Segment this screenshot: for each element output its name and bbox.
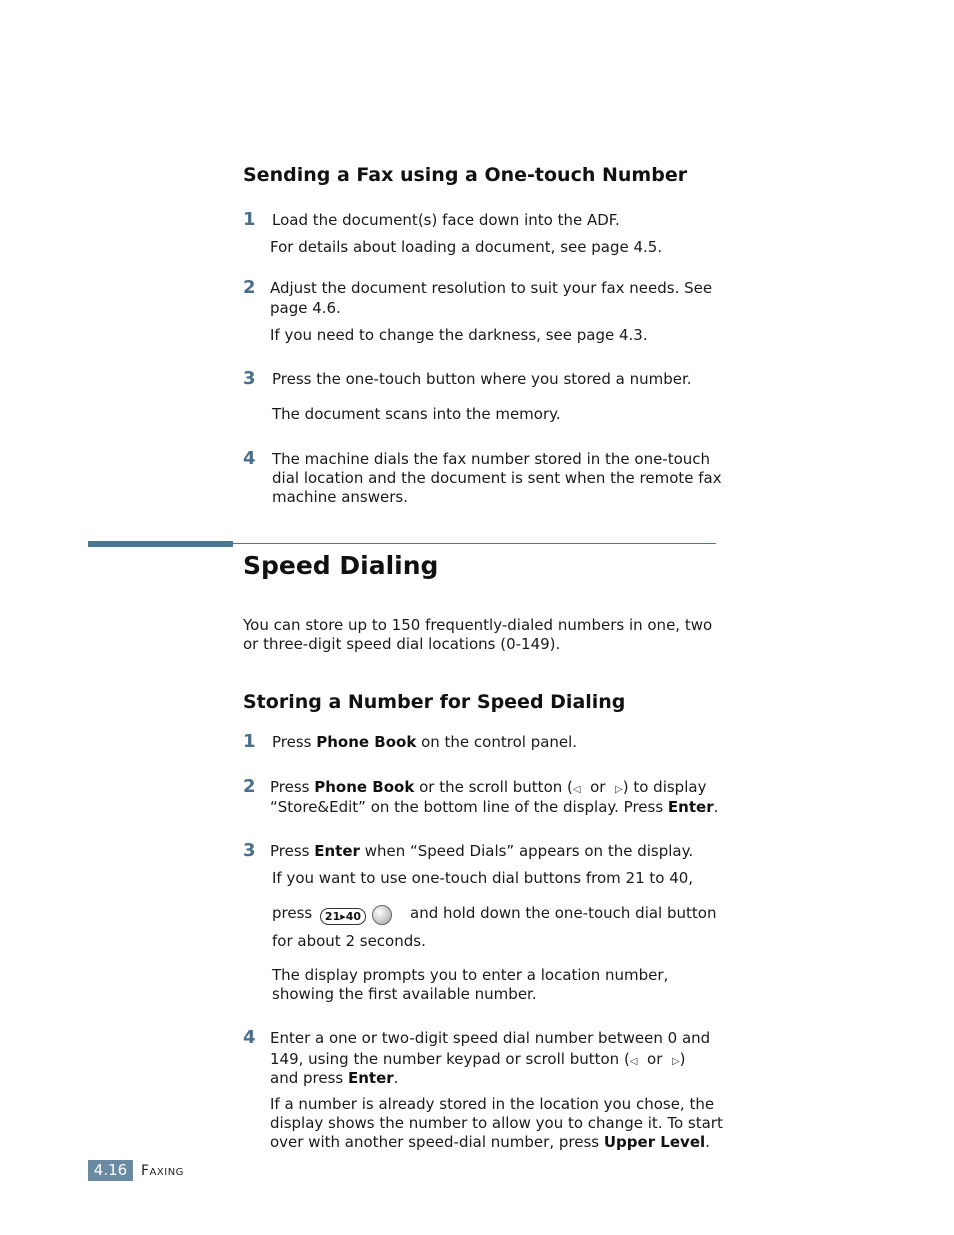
step-note: for about 2 seconds.	[272, 932, 426, 950]
intro-text: or three-digit speed dial locations (0-149).	[243, 635, 561, 653]
step-note: and hold down the one-touch dial button	[410, 904, 717, 922]
step-note: The document scans into the memory.	[272, 405, 561, 423]
step-note: display shows the number to allow you to change it. To start	[270, 1114, 723, 1132]
section-rule-thin	[233, 543, 716, 544]
step-number: 3	[243, 840, 256, 861]
step-text: Press Enter when “Speed Dials” appears on the display.	[270, 842, 694, 860]
step-note: If a number is already stored in the location you chose, the	[270, 1095, 715, 1113]
scroll-left-icon: ◁	[629, 1056, 638, 1067]
chapter-label: Faxing	[141, 1163, 184, 1179]
step-text: page 4.6.	[270, 299, 341, 317]
step-number: 4	[243, 1027, 256, 1048]
step-text: machine answers.	[272, 488, 408, 506]
step-note: showing the first available number.	[272, 985, 537, 1003]
step-note: For details about loading a document, see page 4.5.	[270, 238, 663, 256]
step-text: The machine dials the fax number stored in the one-touch	[272, 450, 711, 468]
step-text: dial location and the document is sent when the remote fax	[272, 469, 722, 487]
step-text: and press Enter.	[270, 1069, 399, 1087]
step-number: 1	[243, 209, 256, 230]
subsection-heading: Storing a Number for Speed Dialing	[243, 691, 626, 713]
step-number: 2	[243, 277, 256, 298]
step-note: The display prompts you to enter a location number,	[272, 966, 669, 984]
step-number: 1	[243, 731, 256, 752]
step-note: If you want to use one-touch dial buttons from 21 to 40,	[272, 869, 694, 887]
one-touch-button-icon	[372, 905, 392, 929]
section-rule-thick	[88, 541, 233, 547]
step-text: 149, using the number keypad or scroll button (◁ or ▷)	[270, 1050, 686, 1068]
step-note: over with another speed-dial number, press Upper Level.	[270, 1133, 710, 1151]
step-text: Load the document(s) face down into the ADF.	[272, 211, 620, 229]
scroll-right-icon: ▷	[671, 1056, 680, 1067]
intro-text: You can store up to 150 frequently-dialed numbers in one, two	[243, 616, 713, 634]
step-text: Adjust the document resolution to suit your fax needs. See	[270, 279, 713, 297]
page-number: 4.16	[88, 1160, 133, 1181]
range-badge: 21▸40	[320, 908, 366, 925]
scroll-right-icon: ▷	[615, 784, 623, 795]
step-text: Press the one-touch button where you stored a number.	[272, 370, 692, 388]
step-text: Press Phone Book on the control panel.	[272, 733, 578, 751]
section-heading: Sending a Fax using a One-touch Number	[243, 164, 688, 186]
step-text: Enter a one or two-digit speed dial number between 0 and	[270, 1029, 711, 1047]
step-number: 2	[243, 776, 256, 797]
step-number: 3	[243, 368, 256, 389]
step-number: 4	[243, 448, 256, 469]
scroll-left-icon: ◁	[572, 784, 581, 795]
section-title: Speed Dialing	[243, 551, 439, 580]
step-text: “Store&Edit” on the bottom line of the display. Press Enter.	[270, 798, 719, 816]
step-note: If you need to change the darkness, see page 4.3.	[270, 326, 648, 344]
one-touch-range-icon	[320, 905, 366, 925]
step-text: Press Phone Book or the scroll button (◁ or ▷) to display	[270, 778, 707, 796]
step-note: press	[272, 904, 313, 922]
